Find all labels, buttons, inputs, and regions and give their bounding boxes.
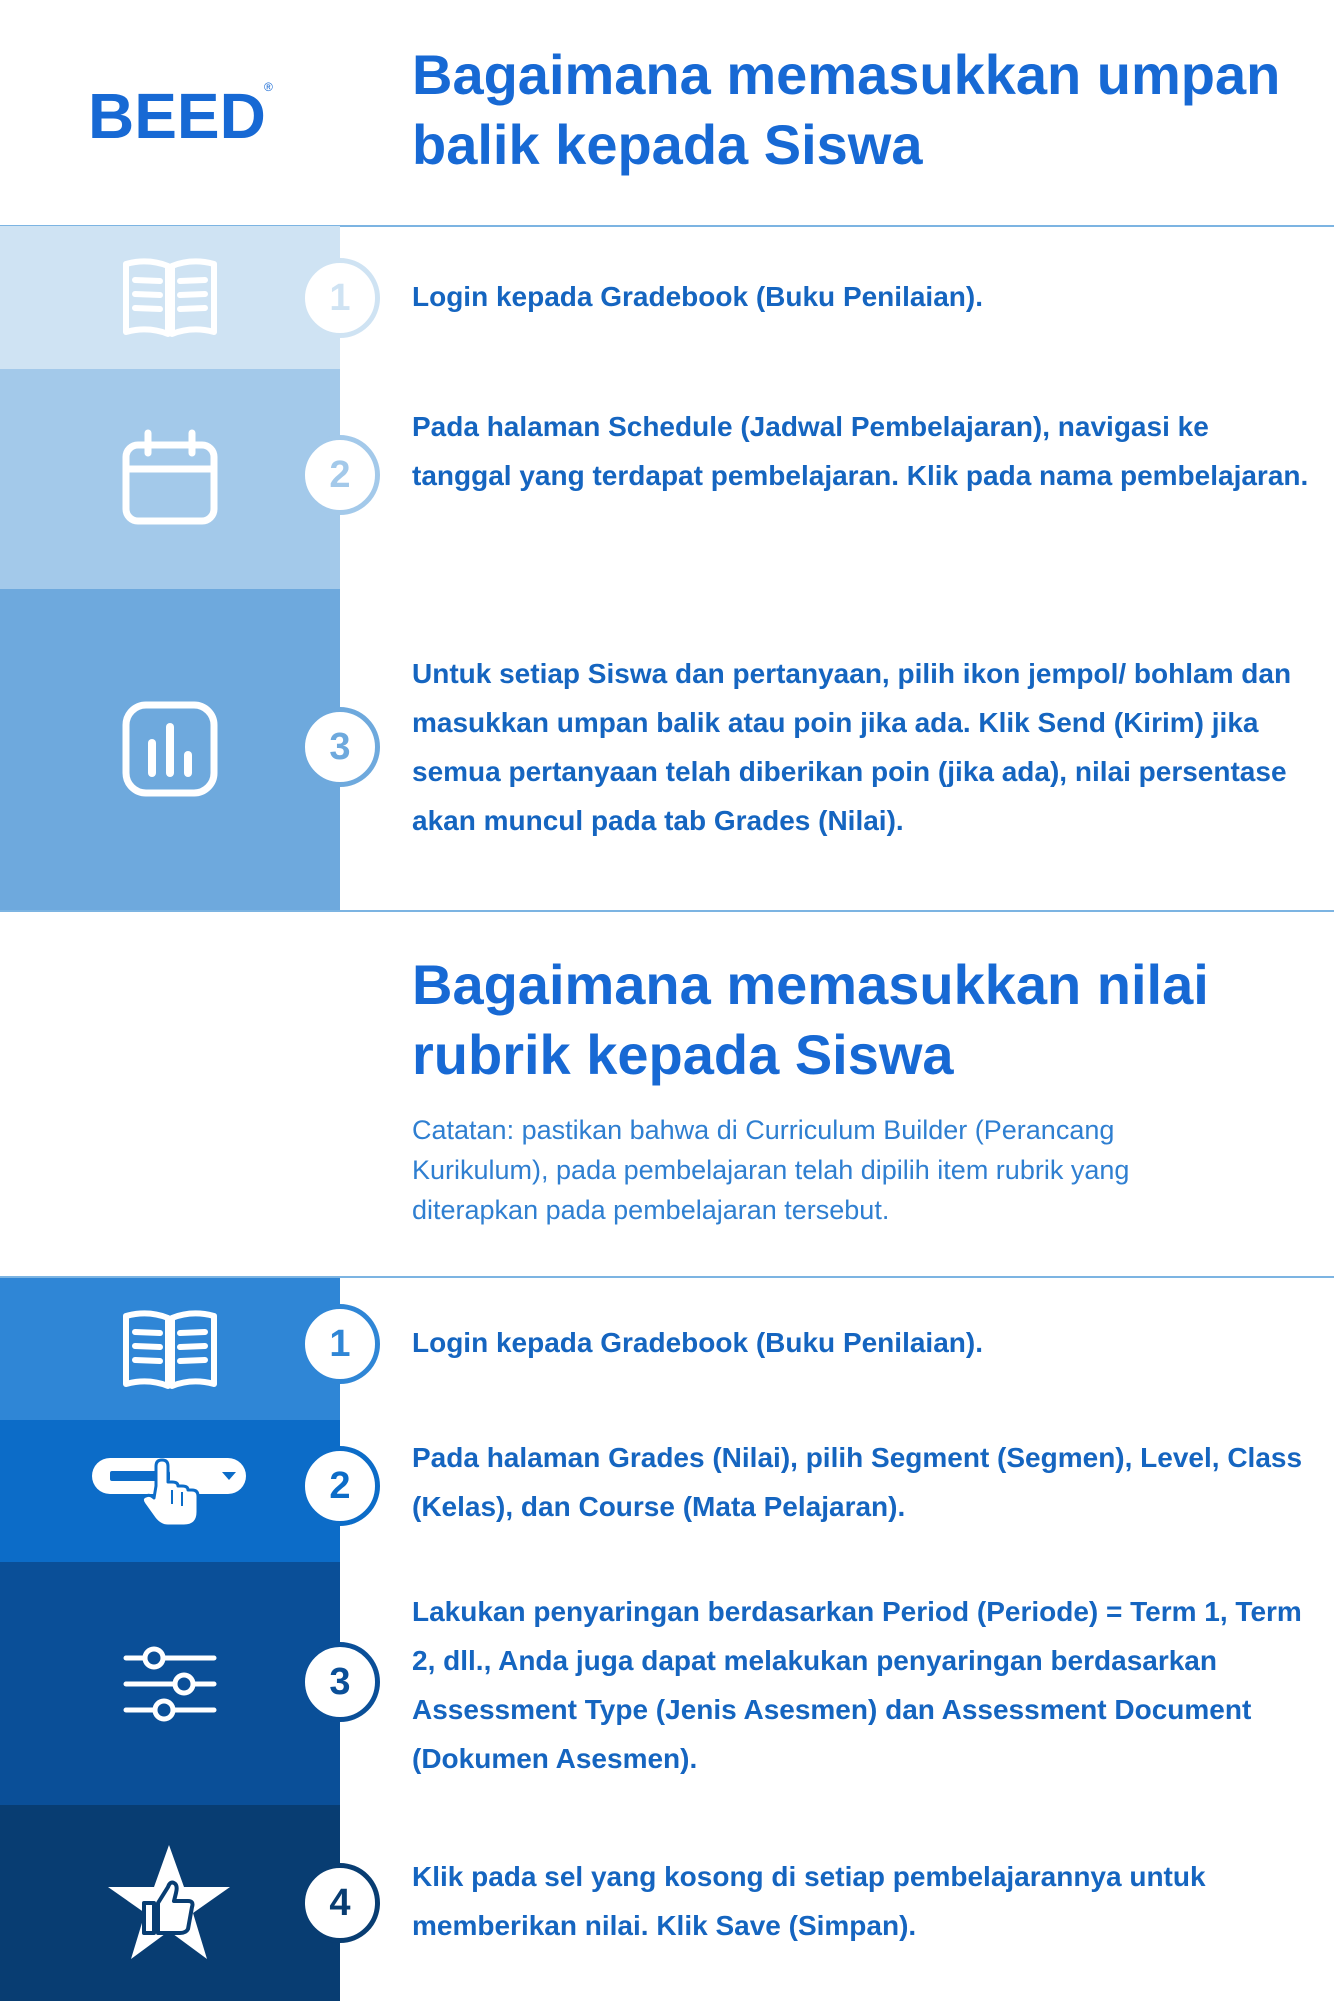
section1-title: Bagaimana memasukkan umpan balik kepada Siswa	[412, 43, 1281, 176]
step-text: Klik pada sel yang kosong di setiap pembelajarannya untuk memberikan nilai. Klik Save (Simpan).	[412, 1861, 1206, 1941]
star-thumbs-up-icon	[104, 1841, 234, 1967]
s1-step-3	[0, 589, 1334, 911]
step-number: 2	[300, 435, 380, 515]
step-text: Pada halaman Schedule (Jadwal Pembelajaran), navigasi ke tanggal yang terdapat pembelajaran. Klik pada nama pembelajaran.	[412, 411, 1309, 491]
s1-step-2	[0, 369, 1334, 589]
step-number: 3	[300, 1642, 380, 1722]
step-number: 3	[300, 707, 380, 787]
logo-text: BEED	[88, 80, 266, 150]
calendar-icon	[120, 429, 220, 529]
step-number: 1	[300, 258, 380, 338]
dropdown-click-icon	[90, 1454, 250, 1530]
step-text: Pada halaman Grades (Nilai), pilih Segment (Segmen), Level, Class (Kelas), dan Course (Mata Pelajaran).	[412, 1442, 1303, 1522]
step-number: 1	[300, 1304, 380, 1384]
beed-logo-mark	[88, 80, 288, 150]
sliders-icon	[120, 1634, 220, 1734]
step-number: 2	[300, 1446, 380, 1526]
step-text: Lakukan penyaringan berdasarkan Period (Periode) = Term 1, Term 2, dll., Anda juga dapat melakukan penyaringan berdasarkan Assessment Type (Jenis Asesmen) dan Assessment Document (Dokumen Asesmen).	[412, 1596, 1302, 1774]
section2-title: Bagaimana memasukkan nilai rubrik kepada Siswa	[412, 953, 1209, 1086]
step-text: Untuk setiap Siswa dan pertanyaan, pilih ikon jempol/ bohlam dan masukkan umpan balik atau poin jika ada. Klik Send (Kirim) jika semua pertanyaan telah diberikan poin (jika ada), nilai persentase akan muncul pada tab Grades (Nilai).	[412, 658, 1292, 836]
s1-step-1	[0, 226, 1334, 369]
beed-logo	[88, 80, 288, 160]
bar-chart-icon	[120, 699, 220, 799]
step-text: Login kepada Gradebook (Buku Penilaian).	[412, 1327, 983, 1358]
book-icon	[120, 1300, 220, 1400]
step-number: 4	[300, 1863, 380, 1943]
divider-middle	[0, 910, 1334, 912]
header	[0, 0, 1334, 225]
s2-step-2	[0, 1420, 1334, 1562]
s2-step-4	[0, 1805, 1334, 2001]
book-icon	[120, 248, 220, 348]
step-text: Login kepada Gradebook (Buku Penilaian).	[412, 281, 983, 312]
section2-note: Catatan: pastikan bahwa di Curriculum Builder (Perancang Kurikulum), pada pembelajaran telah dipilih item rubrik yang diterapkan pada pembelajaran tersebut.	[412, 1115, 1130, 1225]
s2-step-1	[0, 1278, 1334, 1420]
registered-mark: ®	[264, 80, 273, 94]
s2-step-3	[0, 1562, 1334, 1805]
